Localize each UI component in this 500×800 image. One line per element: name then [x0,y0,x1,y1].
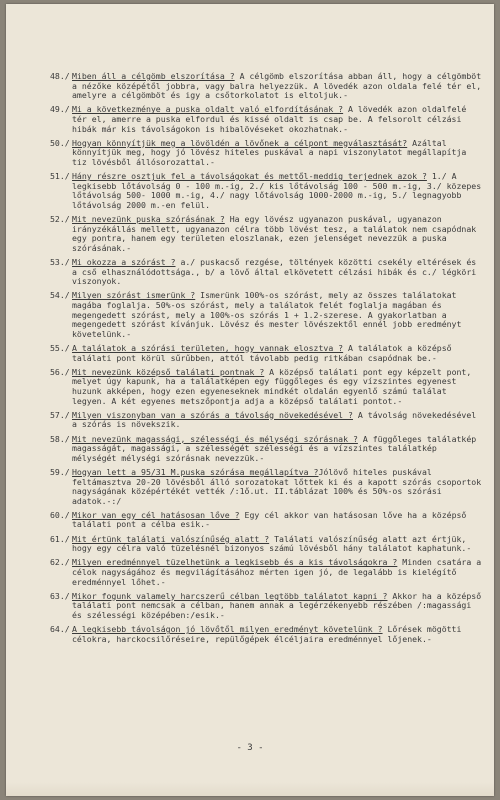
question-text: Mikor fogunk valamely harcszerű célban legtöbb találatot kapni ? [72,590,388,601]
question-item [50,215,486,253]
question-number: 64./ [50,624,70,635]
question-number: 53./ [50,257,70,268]
question-text: Mit nevezünk magassági, szélességi és mélységi szórásnak ? [72,433,358,444]
question-text: Hogyan könnyítjük meg a lövöldén a lövőnek a célpont megválasztását? [72,137,408,148]
question-item [50,558,486,587]
question-item [50,72,486,101]
answer-text: A találatok a középső találati pont körül sűrűbben, attól távolabb pedig ritkában csapódnak be.- [72,343,452,363]
question-item [50,172,486,210]
question-text: A találatok a szórási területen, hogy vannak elosztva ? [72,343,344,353]
answer-text: Minden csatára a célok nagyságához és megvilágításához mérten igen jó, de legalább is kielégítő eredménnyel lőhet.- [72,557,482,587]
question-text: Mikor van egy cél hatásosan lőve ? [72,509,240,520]
page-number: - 3 - [236,743,264,753]
question-number: 59./ [50,466,70,477]
question-number: 61./ [50,533,70,544]
question-text: Milyen eredménnyel tüzelhetünk a legkisebb és a kis távolságokra ? [72,557,398,568]
question-number: 63./ [50,590,70,601]
answer-text: Találati valószínűség alatt azt értjük, hogy egy célra való tüzelésnél bizonyos számú lövésből hány találatot kaphatunk.- [72,533,472,554]
question-text: Miben áll a célgömb elszorítása ? [72,71,235,81]
answer-text: Lőrések mögötti célokra, harckocsilőréseire, repülőgépek élcéljaira eredménnyel lőjenek.- [72,624,462,644]
question-item [50,592,486,621]
question-list [50,72,486,649]
question-item [50,625,486,644]
answer-text: A lövedék azon oldalfelé tér el, amerre a puska elfordul és kissé oldalt is csap be. A felsorolt célzási hibák már kis távolságokon is hibalövéseket okozhatnak.- [72,104,467,134]
answer-text: A függőleges találatkép magasságát, magassági, a szélességét szélességi és a vízszintes találatkép mélységét mélységi szórásnak nevezzük.- [72,433,477,463]
question-text: Mit értünk találati valószínűség alatt ? [72,533,270,544]
question-number: 58./ [50,433,70,444]
question-item [50,535,486,554]
question-number: 56./ [50,366,70,377]
question-item [50,511,486,530]
answer-text: a./ puskacső rezgése, töltények közötti csekély eltérések és a cső elhasználódottsága., b/ a lövő által elkövetett célzási hibák és c./ légköri viszonyok. [72,257,477,287]
question-text: Hogyan lett a 95/31 M.puska szórása megállapítva ? [72,466,319,477]
question-number: 62./ [50,557,70,568]
document-page [6,4,494,796]
question-item [50,139,486,168]
question-number: 51./ [50,171,70,182]
answer-text: A célgömb elszorítása abban áll, hogy a célgömböt a nézőke középétől jobbra, vagy balra helyezzük. A lövedék azon oldala felé tér el, amelyre a célgömböt és igy a csőtorkolatot is eltoljuk.- [72,71,482,101]
question-number: 57./ [50,409,70,420]
answer-text: Azáltal könnyítjük meg, hogy jó lövész hiteles puskával a napi viszonylatot megállapítja tiz lövésből állósorozattal.- [72,137,467,167]
question-item [50,344,486,363]
question-text: Mi a következménye a puska oldalt való elfordításának ? [72,104,344,115]
question-number: 54./ [50,290,70,301]
question-text: Milyen viszonyban van a szórás a távolság növekedésével ? [72,409,353,420]
page-bottom-edge [6,782,494,796]
question-item [50,291,486,339]
question-number: 60./ [50,509,70,520]
question-item [50,435,486,464]
question-number: 52./ [50,214,70,225]
question-number: 48./ [50,71,70,81]
answer-text: A középső találati pont egy képzelt pont, melyet úgy kapunk, ha a találatképen egy függőleges és egy vízszintes egyenest huzunk akképen, hogy ezen egyeneseknek mindkét oldalán egyenlő számú találat legyen. A két egyenes metszőpontja adja a középső találati pontot.- [72,366,472,406]
question-item [50,468,486,506]
question-item [50,368,486,406]
question-number: 49./ [50,104,70,115]
question-text: A legkisebb távolságon jó lövőtől milyen eredményt követelünk ? [72,624,383,635]
answer-text: Ha egy lövész ugyanazon puskával, ugyanazon irányzékállás mellett, ugyanazon célra több lövést tesz, a találatok nem csapódnak egy pontra, hanem egy területen eloszlanak, ezen jelenséget nevezzük a puska szórásának.- [72,214,477,253]
answer-text: Egy cél akkor van hatásosan lőve ha a középső találati pont a célba esik.- [72,509,467,530]
question-text: Hány részre osztjuk fel a távolságokat és mettől-meddig terjednek azok ? [72,171,427,182]
question-text: Milyen szórást ismerünk ? [72,290,196,301]
question-number: 55./ [50,343,70,353]
question-item [50,258,486,287]
question-text: Mi okozza a szórást ? [72,257,176,268]
answer-text: Jólövő hiteles puskával feltámasztva 20-20 lövésből álló sorozatokat lőttek ki és a kapott szórás csoportok nagyságának középértékét vették /:1ő.ut. II.táblázat 100% és 50%-os szórási adatok.-:/ [72,466,482,506]
answer-text: Akkor ha a középső találati pont nemcsak a célban, hanem annak a legérzékenyebb részében /:magassági és szélességi középében:/esik.- [72,590,482,620]
answer-text: 1./ A legkisebb lőtávolság 0 - 100 m.-ig, 2./ kis lőtávolság 100 - 500 m.-ig, 3./ közepes lőtávolság 500- 1000 m.-ig, 4./ nagy lőtávolság 1000-2000 m.-ig, 5./ legnagyobb lőtávolság 2000 m.-en felül. [72,171,482,210]
answer-text: A távolság növekedésével a szórás is növekszik. [72,409,477,430]
question-item [50,411,486,430]
question-text: Mit nevezünk középső találati pontnak ? [72,366,265,377]
answer-text: Ismerünk 100%-os szórást, mely az összes találatokat magába foglalja. 50%-os szórást, mely a találatok felét foglalja magában és megengedett szórást, mely a 100%-os szórás 1 + 1.2-szerese. A gyakorlatban a megengedett szórást kívánjuk. Lövész és mester lövészektől ennél jobb eredményt követelünk.- [72,290,462,339]
question-text: Mit nevezünk puska szórásának ? [72,214,225,225]
question-number: 50./ [50,137,70,148]
question-item [50,105,486,134]
